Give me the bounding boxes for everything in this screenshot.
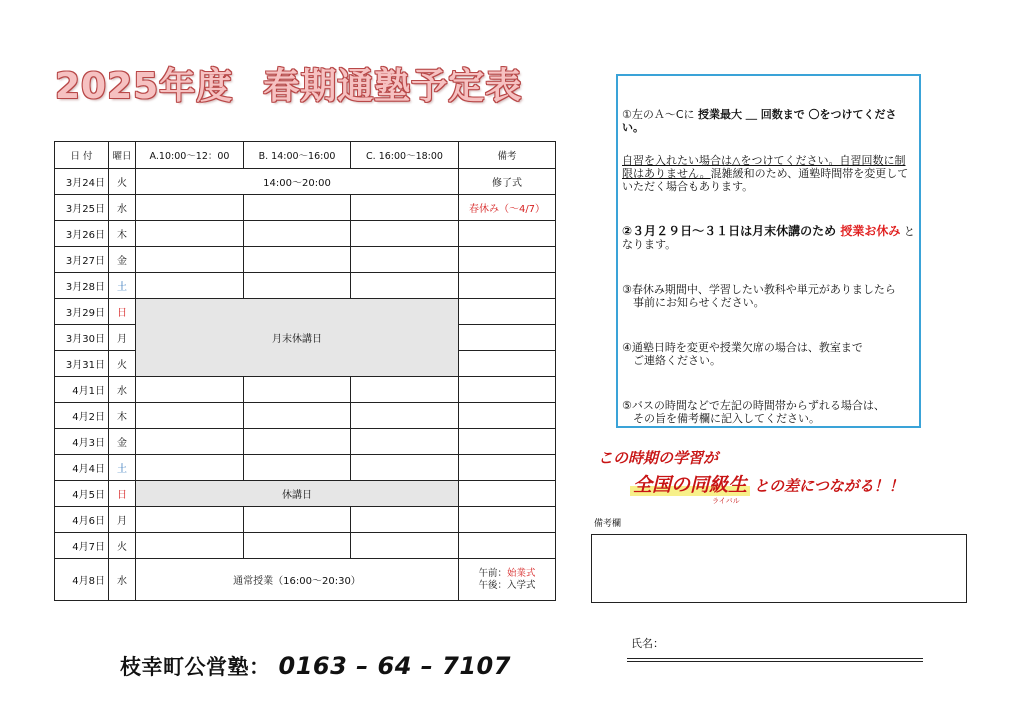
- table-row: [55, 221, 556, 247]
- page-title: [55, 58, 575, 108]
- slogan-ruby: ライバル: [712, 497, 740, 505]
- note-cell[interactable]: [459, 481, 556, 507]
- slot-b-cell[interactable]: [244, 273, 351, 299]
- date-cell: 4月2日: [55, 403, 109, 429]
- day-cell: 土: [109, 273, 136, 299]
- note-cell[interactable]: [459, 273, 556, 299]
- info-item-3-line2: 事前にお知らせください。: [633, 296, 765, 309]
- slogan-line-2: [630, 470, 904, 505]
- day-cell: 月: [109, 325, 136, 351]
- day-cell: 水: [109, 195, 136, 221]
- info-item-4-line2: ご連絡ください。: [633, 354, 721, 367]
- slot-a-cell[interactable]: [136, 377, 244, 403]
- info-item-5: [622, 399, 915, 425]
- note-cell[interactable]: [459, 325, 556, 351]
- day-cell: 日: [109, 481, 136, 507]
- info-item-2-tail: となります。: [622, 225, 915, 251]
- day-cell: 木: [109, 403, 136, 429]
- slot-a-cell[interactable]: [136, 247, 244, 273]
- info-item-1-underlined: 自習を入れたい場合は△をつけてください。自習回数に制限はありません。: [622, 154, 906, 180]
- table-row: [55, 299, 556, 325]
- day-cell: 土: [109, 455, 136, 481]
- day-cell: 金: [109, 247, 136, 273]
- date-cell: 4月6日: [55, 507, 109, 533]
- date-cell: 3月31日: [55, 351, 109, 377]
- info-item-2-lead: ②３月２９日～３１日は月末休講のため: [622, 224, 841, 238]
- slot-b-cell[interactable]: [244, 507, 351, 533]
- header-note: 備考: [459, 142, 556, 169]
- table-row: [55, 377, 556, 403]
- slot-c-cell[interactable]: [351, 429, 459, 455]
- slot-c-cell[interactable]: [351, 533, 459, 559]
- info-item-1-detail: [622, 154, 915, 193]
- table-row: [55, 195, 556, 221]
- table-row: [55, 169, 556, 195]
- info-item-1-bold: 授業最大 ＿ 回数まで 〇をつけてください。: [622, 108, 897, 134]
- date-cell: 4月4日: [55, 455, 109, 481]
- header-slot-a: A.10:00～12：00: [136, 142, 244, 169]
- day-cell: 月: [109, 507, 136, 533]
- header-date: 日 付: [55, 142, 109, 169]
- day-cell: 火: [109, 533, 136, 559]
- slogan-highlight-text: 全国の同級生: [633, 474, 748, 496]
- slot-c-cell[interactable]: [351, 221, 459, 247]
- day-cell: 木: [109, 221, 136, 247]
- note-pm: 午後：入学式: [478, 579, 536, 591]
- date-cell: 3月24日: [55, 169, 109, 195]
- note-am-label: 午前：: [478, 567, 507, 579]
- footer-school: 枝幸町公営塾：: [120, 655, 271, 679]
- info-item-5-line1: ⑤バスの時間などで左記の時間帯からずれる場合は、: [622, 399, 885, 412]
- table-row: [55, 481, 556, 507]
- table-row: [55, 403, 556, 429]
- info-item-1-lead: ①左のＡ～Cに: [622, 108, 699, 121]
- date-cell: 4月7日: [55, 533, 109, 559]
- note-cell[interactable]: [459, 221, 556, 247]
- day-cell: 水: [109, 377, 136, 403]
- slot-a-cell[interactable]: [136, 195, 244, 221]
- table-row: [55, 273, 556, 299]
- table-row: [55, 559, 556, 601]
- slot-b-cell[interactable]: [244, 377, 351, 403]
- slot-b-cell[interactable]: [244, 221, 351, 247]
- note-cell: 修了式: [459, 169, 556, 195]
- info-item-3: [622, 283, 915, 309]
- table-row: [55, 507, 556, 533]
- note-cell[interactable]: [459, 351, 556, 377]
- slogan-rest: との差につながる！！: [754, 477, 904, 495]
- slot-c-cell[interactable]: [351, 455, 459, 481]
- date-cell: 3月28日: [55, 273, 109, 299]
- info-item-2-red: 授業お休み: [840, 224, 901, 238]
- table-header-row: [55, 142, 556, 169]
- date-cell: 3月26日: [55, 221, 109, 247]
- info-item-5-line2: その旨を備考欄に記入してください。: [633, 412, 820, 425]
- date-cell: 4月1日: [55, 377, 109, 403]
- day-cell: 水: [109, 559, 136, 601]
- slot-b-cell[interactable]: [244, 195, 351, 221]
- span-cell: 通常授業（16:00～20:30）: [136, 559, 459, 601]
- note-cell[interactable]: [459, 403, 556, 429]
- day-cell: 火: [109, 351, 136, 377]
- date-cell: 4月3日: [55, 429, 109, 455]
- title-year: 2025年度: [55, 66, 234, 107]
- day-cell: 金: [109, 429, 136, 455]
- date-cell: 3月30日: [55, 325, 109, 351]
- slot-c-cell[interactable]: [351, 403, 459, 429]
- header-slot-b: B. 14:00～16:00: [244, 142, 351, 169]
- note-cell: [459, 559, 556, 601]
- info-item-4: [622, 341, 915, 367]
- slogan-highlight: [630, 474, 750, 505]
- note-cell[interactable]: [459, 247, 556, 273]
- remarks-label: 備考欄: [594, 519, 622, 529]
- slot-a-cell[interactable]: [136, 429, 244, 455]
- slot-b-cell[interactable]: [244, 403, 351, 429]
- slot-a-cell[interactable]: [136, 533, 244, 559]
- note-cell[interactable]: [459, 377, 556, 403]
- table-row: [55, 247, 556, 273]
- closed-span-cell: 月末休講日: [136, 299, 459, 377]
- info-item-1: [622, 108, 915, 134]
- date-cell: 3月27日: [55, 247, 109, 273]
- slot-a-cell[interactable]: [136, 403, 244, 429]
- table-row: [55, 533, 556, 559]
- slot-a-cell[interactable]: [136, 507, 244, 533]
- slot-c-cell[interactable]: [351, 507, 459, 533]
- footer-phone: 0163 – 64 – 7107: [278, 652, 511, 680]
- note-am-value: 始業式: [507, 567, 536, 579]
- day-cell: 日: [109, 299, 136, 325]
- slot-c-cell[interactable]: [351, 195, 459, 221]
- slot-a-cell[interactable]: [136, 273, 244, 299]
- footer-contact: [120, 651, 511, 681]
- info-item-3-line1: ③春休み期間中、学習したい教科や単元がありましたら: [622, 283, 896, 296]
- slot-a-cell[interactable]: [136, 221, 244, 247]
- note-cell[interactable]: [459, 455, 556, 481]
- info-item-4-line1: ④通塾日時を変更や授業欠席の場合は、教室まで: [622, 341, 863, 354]
- day-cell: 火: [109, 169, 136, 195]
- info-item-1-note: 混雑緩和のため、通塾時間帯を変更していただく場合もあります。: [622, 167, 909, 193]
- date-cell: 4月8日: [55, 559, 109, 601]
- info-item-2: [622, 225, 915, 251]
- note-cell[interactable]: [459, 507, 556, 533]
- slot-b-cell[interactable]: [244, 429, 351, 455]
- header-day: 曜日: [109, 142, 136, 169]
- slot-a-cell[interactable]: [136, 455, 244, 481]
- slot-c-cell[interactable]: [351, 247, 459, 273]
- name-field-line[interactable]: [627, 658, 923, 662]
- span-cell: 14:00～20:00: [136, 169, 459, 195]
- name-label: 氏名：: [631, 637, 664, 650]
- note-cell[interactable]: [459, 299, 556, 325]
- slot-c-cell[interactable]: [351, 377, 459, 403]
- closed-span-cell: 休講日: [136, 481, 459, 507]
- slot-c-cell[interactable]: [351, 273, 459, 299]
- info-box: [616, 74, 921, 428]
- date-cell: 4月5日: [55, 481, 109, 507]
- date-cell: 3月25日: [55, 195, 109, 221]
- note-cell[interactable]: [459, 429, 556, 455]
- header-slot-c: C. 16:00～18:00: [351, 142, 459, 169]
- slot-b-cell[interactable]: [244, 247, 351, 273]
- slot-b-cell[interactable]: [244, 455, 351, 481]
- slot-b-cell[interactable]: [244, 533, 351, 559]
- table-row: [55, 455, 556, 481]
- schedule-table: [54, 141, 556, 601]
- note-cell: 春休み（～4/7）: [459, 195, 556, 221]
- table-row: [55, 429, 556, 455]
- slogan-line-1: この時期の学習が: [598, 449, 719, 467]
- date-cell: 3月29日: [55, 299, 109, 325]
- remarks-box[interactable]: [591, 534, 967, 603]
- title-name: 春期通塾予定表: [263, 66, 523, 107]
- note-cell[interactable]: [459, 533, 556, 559]
